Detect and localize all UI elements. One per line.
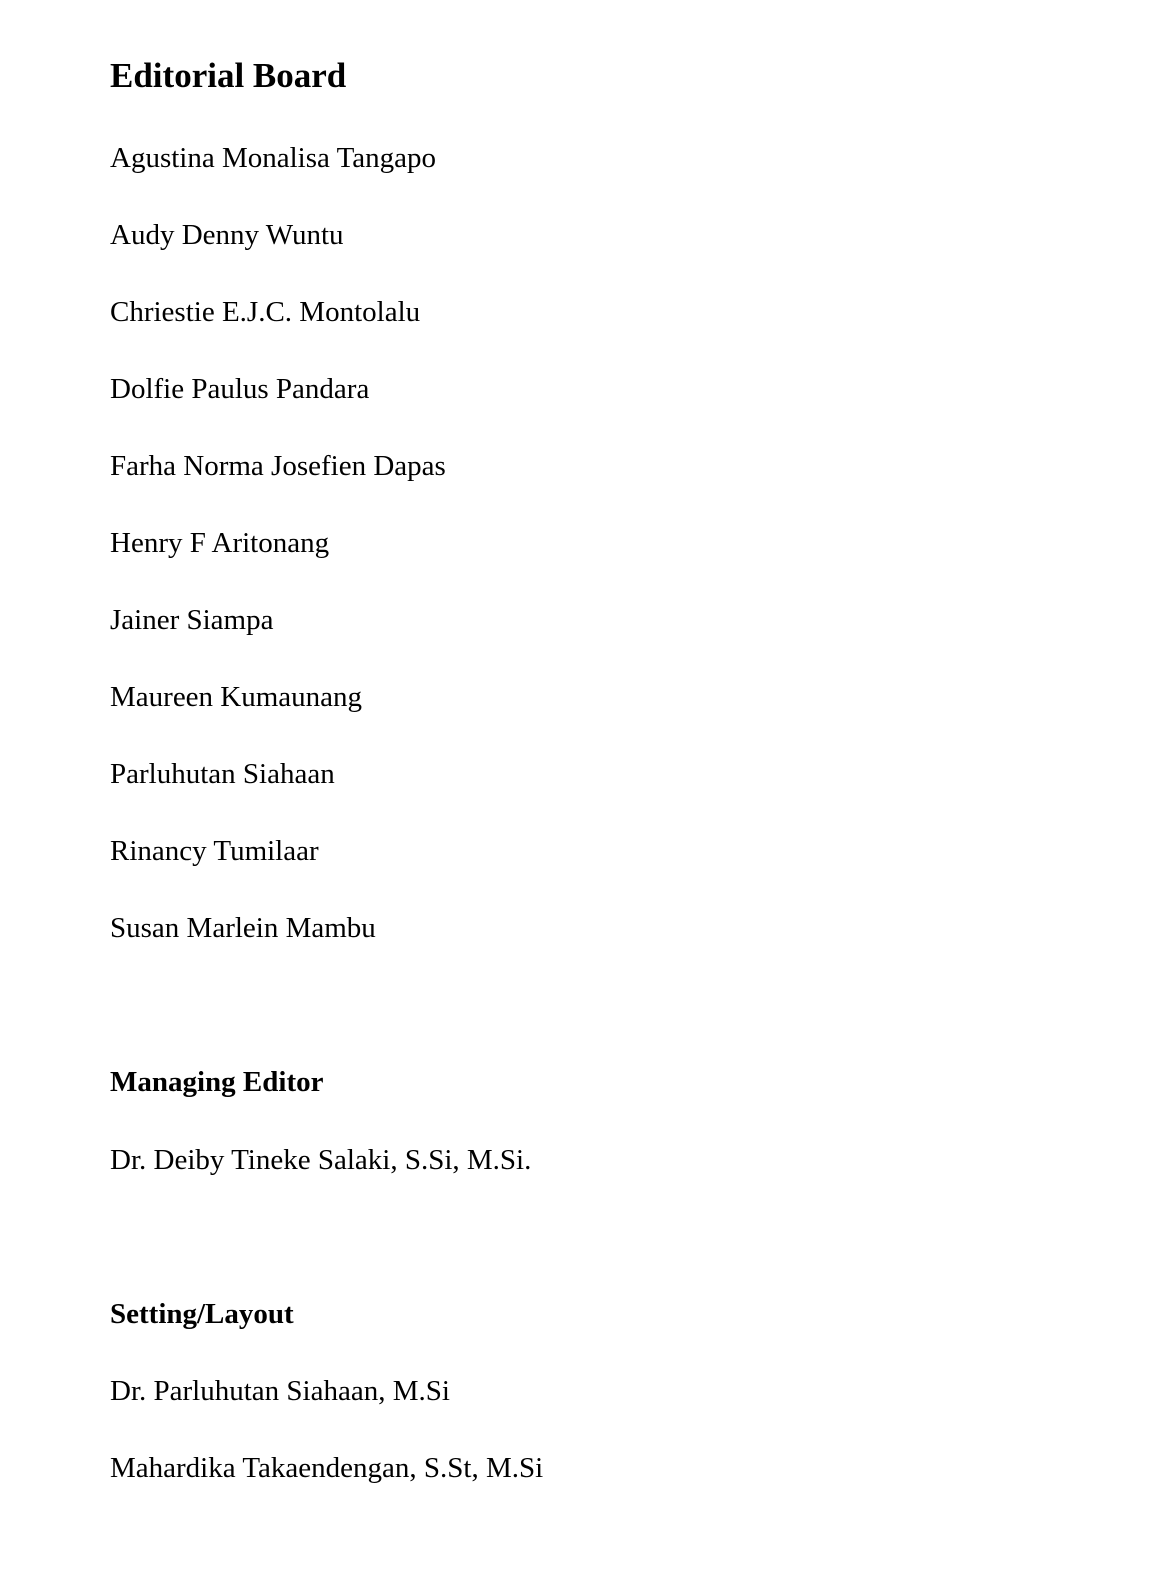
editorial-board-member: Rinancy Tumilaar	[110, 835, 319, 867]
editorial-board-member: Jainer Siampa	[110, 604, 274, 636]
editorial-board-member: Farha Norma Josefien Dapas	[110, 450, 446, 482]
editorial-board-member: Maureen Kumaunang	[110, 681, 363, 713]
editorial-board-member: Parluhutan Siahaan	[110, 758, 335, 790]
setting-layout-member: Mahardika Takaendengan, S.St, M.Si	[110, 1452, 544, 1484]
editorial-board-member: Audy Denny Wuntu	[110, 219, 344, 251]
setting-layout-heading: Setting/Layout	[110, 1298, 294, 1330]
managing-editor-member: Dr. Deiby Tineke Salaki, S.Si, M.Si.	[110, 1144, 532, 1176]
managing-editor-heading: Managing Editor	[110, 1066, 324, 1098]
editorial-board-member: Henry F Aritonang	[110, 527, 330, 559]
editorial-board-member: Susan Marlein Mambu	[110, 912, 376, 944]
editorial-board-member: Agustina Monalisa Tangapo	[110, 142, 437, 174]
setting-layout-member: Dr. Parluhutan Siahaan, M.Si	[110, 1375, 450, 1407]
editorial-board-member: Dolfie Paulus Pandara	[110, 373, 370, 405]
editorial-board-member: Chriestie E.J.C. Montolalu	[110, 296, 421, 328]
editorial-board-heading: Editorial Board	[110, 56, 347, 95]
